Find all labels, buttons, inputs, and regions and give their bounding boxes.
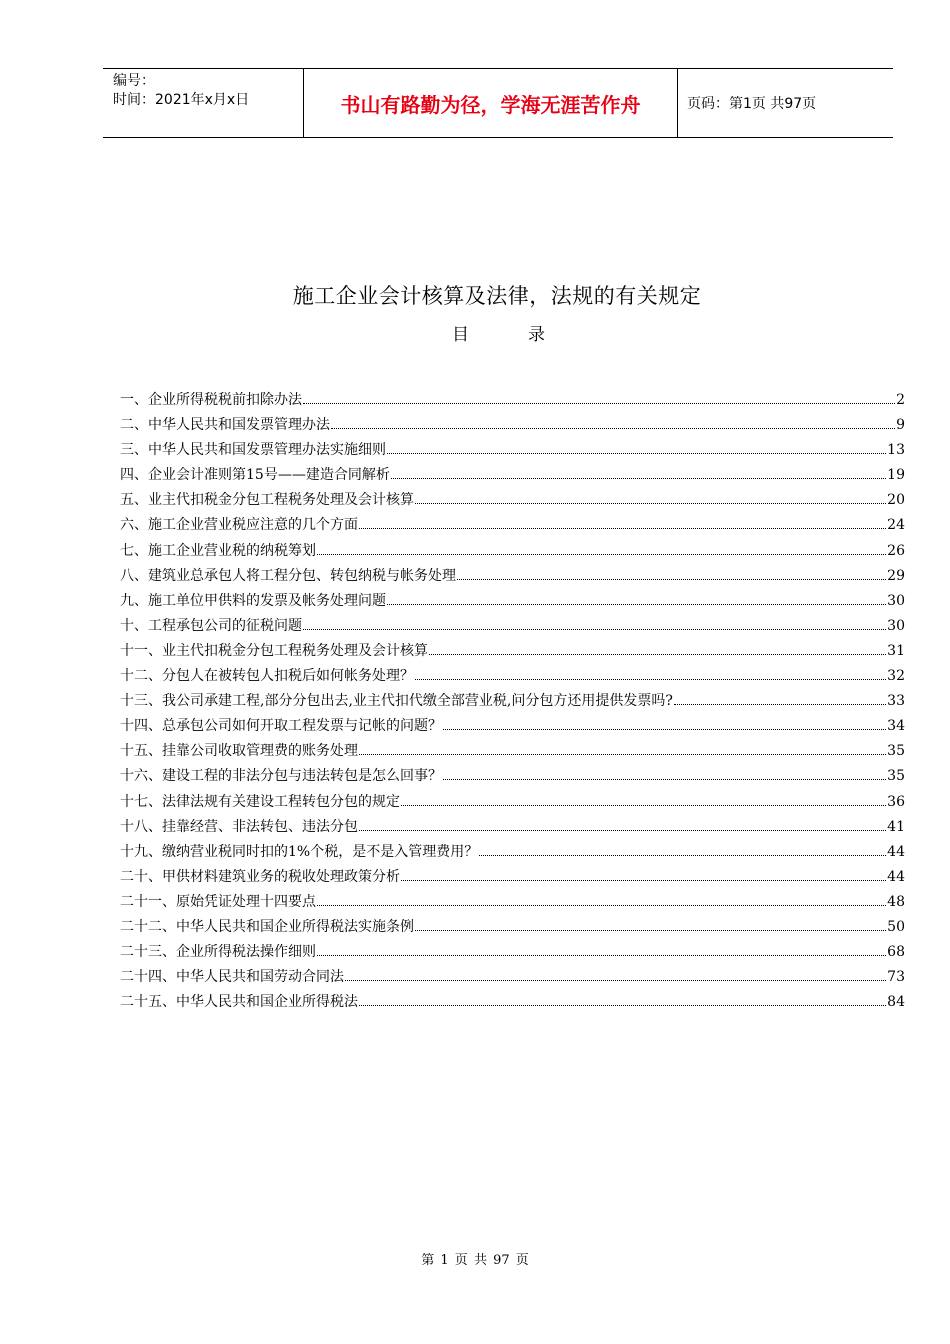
- toc-entry[interactable]: [120, 891, 905, 916]
- toc-entry[interactable]: [120, 640, 905, 665]
- toc-dot-leader: [345, 980, 886, 981]
- toc-entry[interactable]: [120, 841, 905, 866]
- toc-heading-char-1: 目: [452, 325, 469, 345]
- toc-entry[interactable]: [120, 991, 905, 1016]
- toc-entry-page: 2: [896, 392, 905, 408]
- toc-dot-leader: [415, 679, 886, 680]
- toc-entry[interactable]: [120, 514, 905, 539]
- toc-dot-leader: [415, 503, 886, 504]
- toc-dot-leader: [457, 579, 886, 580]
- toc-dot-leader: [331, 428, 895, 429]
- toc-entry-page: 24: [887, 517, 905, 534]
- toc-entry-title: 八、建筑业总承包人将工程分包、转包纳税与帐务处理: [120, 567, 456, 584]
- toc-entry-page: 48: [887, 893, 905, 910]
- toc-entry[interactable]: [120, 389, 905, 414]
- toc-dot-leader: [359, 830, 886, 831]
- toc-entry-title: 十四、总承包公司如何开取工程发票与记帐的问题？: [120, 718, 442, 735]
- toc-entry-title: 十六、建设工程的非法分包与违法转包是怎么回事？: [120, 768, 442, 785]
- toc-entry-title: 十七、法律法规有关建设工程转包分包的规定: [120, 793, 400, 810]
- toc-entry-page: 33: [887, 693, 905, 710]
- toc-entry-page: 35: [887, 768, 905, 785]
- toc-entry-title: 二十三、企业所得税法操作细则: [120, 944, 316, 961]
- toc-entry-title: 二十二、中华人民共和国企业所得税法实施条例: [120, 918, 414, 935]
- number-label: 编号：: [113, 73, 155, 89]
- footer-current-page: 1: [440, 1253, 449, 1268]
- toc-entry-title: 十一、业主代扣税金分包工程税务处理及会计核算: [120, 642, 428, 659]
- toc-entry-title: 十、工程承包公司的征税问题: [120, 617, 302, 634]
- toc-entry[interactable]: [120, 615, 905, 640]
- toc-entry-page: 20: [887, 492, 905, 509]
- toc-dot-leader: [443, 779, 886, 780]
- toc-entry-page: 50: [887, 918, 905, 935]
- toc-entry-title: 二、中华人民共和国发票管理办法: [120, 417, 330, 434]
- toc-entry[interactable]: [120, 565, 905, 590]
- toc-entry-title: 五、业主代扣税金分包工程税务处理及会计核算: [120, 492, 414, 509]
- document-header: [103, 68, 893, 138]
- toc-dot-leader: [317, 955, 886, 956]
- toc-entry-title: 二十四、中华人民共和国劳动合同法: [120, 969, 344, 986]
- footer-label-page-unit: 页: [454, 1253, 468, 1268]
- toc-entry-page: 68: [887, 944, 905, 961]
- toc-entry[interactable]: [120, 540, 905, 565]
- toc-entry-title: 十九、缴纳营业税同时扣的1%个税，是不是入管理费用？: [120, 843, 479, 860]
- toc-dot-leader: [415, 930, 886, 931]
- toc-entry[interactable]: [120, 916, 905, 941]
- toc-entry-page: 13: [887, 442, 905, 459]
- toc-dot-leader: [674, 704, 886, 705]
- toc-entry-page: 36: [887, 793, 905, 810]
- toc-entry-title: 二十一、原始凭证处理十四要点: [120, 893, 316, 910]
- toc-dot-leader: [359, 754, 886, 755]
- toc-dot-leader: [401, 880, 886, 881]
- toc-entry-page: 73: [887, 969, 905, 986]
- toc-dot-leader: [443, 729, 886, 730]
- toc-entry-page: 30: [887, 617, 905, 634]
- toc-heading-char-2: 录: [528, 325, 545, 345]
- toc-entry-title: 九、施工单位甲供料的发票及帐务处理问题: [120, 592, 386, 609]
- toc-entry-page: 30: [887, 592, 905, 609]
- toc-entry-page: 9: [896, 417, 905, 434]
- toc-entry-title: 七、施工企业营业税的纳税筹划: [120, 542, 316, 559]
- toc-dot-leader: [387, 453, 886, 454]
- toc-entry-page: 41: [887, 818, 905, 835]
- toc-dot-leader: [391, 478, 886, 479]
- toc-entry[interactable]: [120, 665, 905, 690]
- toc-entry-title: 一、企业所得税税前扣除办法: [120, 392, 302, 408]
- toc-dot-leader: [317, 554, 886, 555]
- toc-entry-title: 三、中华人民共和国发票管理办法实施细则: [120, 442, 386, 459]
- toc-entry-title: 四、企业会计准则第15号——建造合同解析: [120, 467, 390, 484]
- page-footer: [0, 1249, 950, 1268]
- toc-entry[interactable]: [120, 414, 905, 439]
- toc-entry[interactable]: [120, 740, 905, 765]
- toc-entry[interactable]: [120, 791, 905, 816]
- toc-dot-leader: [429, 654, 886, 655]
- table-of-contents: [120, 389, 905, 1016]
- toc-entry[interactable]: [120, 439, 905, 464]
- footer-label-page: 第: [421, 1253, 435, 1268]
- time-label: 时间：2021年x月x日: [113, 92, 250, 108]
- toc-entry-title: 十五、挂靠公司收取管理费的账务处理: [120, 743, 358, 760]
- header-page-info: 页码：第1页 共97页: [687, 96, 817, 112]
- toc-entry-page: 29: [887, 567, 905, 584]
- toc-entry[interactable]: [120, 464, 905, 489]
- toc-entry-page: 34: [887, 718, 905, 735]
- header-meta: [103, 69, 304, 137]
- toc-entry-title: 六、施工企业营业税应注意的几个方面: [120, 517, 358, 534]
- toc-entry[interactable]: [120, 690, 905, 715]
- toc-entry-page: 26: [887, 542, 905, 559]
- toc-entry[interactable]: [120, 715, 905, 740]
- toc-dot-leader: [359, 1005, 886, 1006]
- document-title: 施工企业会计核算及法律，法规的有关规定: [292, 284, 702, 308]
- footer-total-pages: 97: [493, 1253, 510, 1268]
- toc-dot-leader: [303, 403, 895, 404]
- toc-dot-leader: [359, 528, 886, 529]
- toc-entry-page: 44: [887, 868, 905, 885]
- toc-entry[interactable]: [120, 816, 905, 841]
- toc-entry[interactable]: [120, 590, 905, 615]
- toc-entry[interactable]: [120, 866, 905, 891]
- toc-entry-title: 二十、甲供材料建筑业务的税收处理政策分析: [120, 868, 400, 885]
- toc-dot-leader: [401, 805, 886, 806]
- toc-entry[interactable]: [120, 966, 905, 991]
- toc-entry-page: 35: [887, 743, 905, 760]
- toc-entry[interactable]: [120, 489, 905, 514]
- toc-entry-title: 二十五、中华人民共和国企业所得税法: [120, 994, 358, 1011]
- toc-dot-leader: [317, 905, 886, 906]
- toc-entry[interactable]: [120, 765, 905, 790]
- toc-entry-title: 十二、分包人在被转包人扣税后如何帐务处理？: [120, 668, 414, 685]
- toc-entry-page: 44: [887, 843, 905, 860]
- toc-entry-page: 19: [887, 467, 905, 484]
- toc-dot-leader: [479, 855, 886, 856]
- header-motto: 书山有路勤为径，学海无涯苦作舟: [304, 69, 678, 137]
- toc-dot-leader: [387, 604, 886, 605]
- footer-label-total-unit: 页: [515, 1253, 529, 1268]
- toc-entry-page: 32: [887, 668, 905, 685]
- toc-entry-title: 十八、挂靠经营、非法转包、违法分包: [120, 818, 358, 835]
- toc-entry-title: 十三、我公司承建工程,部分分包出去,业主代扣代缴全部营业税,问分包方还用提供发票吗?: [120, 693, 673, 710]
- toc-entry-page: 31: [887, 642, 905, 659]
- toc-entry-page: 84: [887, 994, 905, 1011]
- toc-entry[interactable]: [120, 941, 905, 966]
- toc-dot-leader: [303, 629, 886, 630]
- footer-label-total: 共: [473, 1253, 487, 1268]
